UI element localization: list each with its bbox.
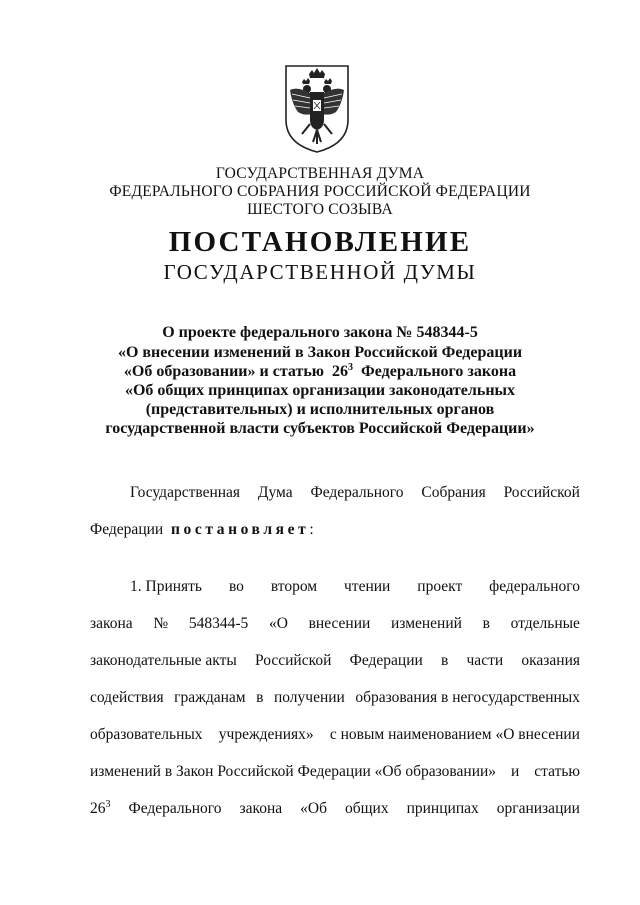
word: федерального [489,578,580,595]
subject-line-3-tail: Федерального закона [353,363,517,380]
intro-federation: Федерации [90,521,164,538]
subject-line-5: (представительных) и исполнительных органов [145,401,495,418]
intro-line-1 [130,484,580,502]
word: внесении [308,615,371,632]
word: Федерального [310,484,404,501]
word: в [482,615,490,632]
intro-colon: : [309,521,314,538]
word: Собрания [421,484,486,501]
body-line-4 [90,689,580,707]
header-assembly: ФЕДЕРАЛЬНОГО СОБРАНИЯ РОССИЙСКОЙ ФЕДЕРАЦИИ [109,183,531,200]
body-line-1 [130,578,580,596]
body-line-7-word: принципах [406,800,479,817]
document-subtitle: ГОСУДАРСТВЕННОЙ ДУМЫ [163,260,477,284]
word: в [440,652,449,669]
word: изменений в Закон Российской Федерации «Об образовании» [90,763,497,780]
subject-line-2: «О внесении изменений в Закон Российской Федерации [117,344,523,361]
resolves-word: постановляет [170,521,310,538]
word: получении [273,689,345,706]
body-line-7-word: организации [496,800,580,817]
article-number: $26^3$ [90,799,111,817]
word: изменений [391,615,462,632]
document-title: ПОСТАНОВЛЕНИЕ [168,226,472,258]
word: оказания [521,652,580,669]
subject-line-6: государственной власти субъектов Российской Федерации» [105,420,535,437]
word: № [153,615,169,632]
body-line-3 [90,652,580,670]
word: с новым наименованием «О внесении [329,726,580,743]
body-line-7-word: общих [344,800,389,817]
body-line-7-word: закона [239,800,283,817]
word: образования в негосударственных [355,689,580,706]
subject-line-3-text: «Об образовании» и статью 26 [123,363,349,380]
word: во [228,578,244,595]
word: 1. Принять [130,578,203,595]
word: законодательные акты [90,652,237,669]
body-line-7-word: «Об [300,800,327,817]
word: «О [268,615,288,632]
article-superscript: 3 [348,362,354,373]
word: втором [270,578,318,595]
word: отдельные [510,615,580,632]
word: Российской [503,484,580,501]
subject-line-1: О проекте федерального закона № 548344-5 [162,324,478,341]
subject-line-3 [0,362,640,381]
word: 548344-5 [188,615,249,632]
word: статью [534,763,580,780]
word: закона [90,615,133,632]
word: гражданам [174,689,246,706]
intro-line-2 [90,521,580,539]
word: части [466,652,504,669]
word: учреждениях» [218,726,314,743]
body-line-2 [90,615,580,633]
body-line-7-word: Федерального [128,800,222,817]
word: Дума [257,484,293,501]
word: чтении [344,578,391,595]
header-chamber: ГОСУДАРСТВЕННАЯ ДУМА [215,165,425,182]
article-number-superscript: 3 [105,799,111,810]
body-line-7 [90,800,580,818]
word: Федерации [349,652,423,669]
body-line-6 [90,763,580,781]
subject-line-4: «Об общих принципах организации законодательных [124,382,516,399]
body-line-5 [90,726,580,744]
word: содействия [90,689,164,706]
word: в [256,689,264,706]
word: Российской [254,652,332,669]
word: и [511,763,520,780]
header-convocation: ШЕСТОГО СОЗЫВА [247,201,393,218]
word: Государственная [130,484,241,501]
word: проект [417,578,463,595]
word: образовательных [90,726,203,743]
coat-of-arms-emblem [282,62,352,154]
